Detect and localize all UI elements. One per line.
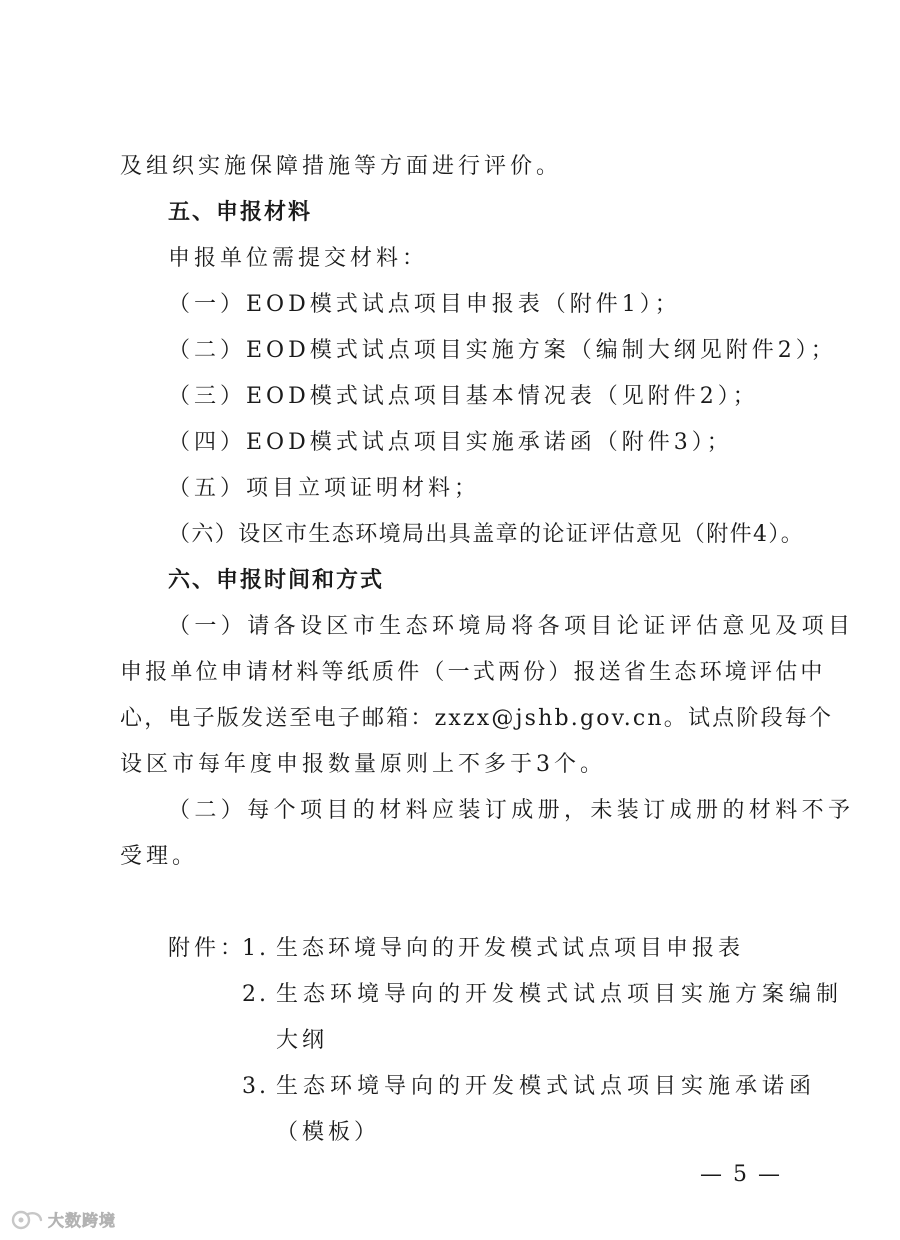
attachment-1-number: 1. xyxy=(242,936,269,961)
paragraph-line-3: （一）请各设区市生态环境局将各项目论证评估意见及项目 xyxy=(168,614,855,639)
paragraph-line-2: 申报单位需提交材料： xyxy=(168,246,429,271)
watermark-text: 大数跨境 xyxy=(48,1210,117,1230)
list-item-3: （三）EOD模式试点项目基本情况表（见附件2）； xyxy=(168,384,759,409)
paragraph-line-5: 心，电子版发送至电子邮箱：zxzx@jshb.gov.cn。试点阶段每个 xyxy=(120,706,834,731)
paragraph-line-4: 申报单位申请材料等纸质件（一式两份）报送省生态环境评估中 xyxy=(120,660,826,685)
attachments-label: 附件： xyxy=(168,936,247,961)
section-heading-5: 五、申报材料 xyxy=(168,200,313,225)
attachment-2-title-line-2: 大纲 xyxy=(276,1028,329,1053)
attachment-3-title-line-2: （模板） xyxy=(276,1120,381,1145)
paragraph-line-6: 设区市每年度申报数量原则上不多于3个。 xyxy=(120,752,606,777)
attachment-2-number: 2. xyxy=(242,982,269,1007)
attachment-1-title: 生态环境导向的开发模式试点项目申报表 xyxy=(276,936,745,961)
attachment-3-number: 3. xyxy=(242,1074,269,1099)
list-item-6: （六）设区市生态环境局出具盖章的论证评估意见（附件4）。 xyxy=(168,522,805,547)
attachment-3-title-line-1: 生态环境导向的开发模式试点项目实施承诺函 xyxy=(276,1074,817,1099)
watermark xyxy=(10,1204,116,1234)
paragraph-line-8: 受理。 xyxy=(120,844,199,869)
watermark-logo-icon xyxy=(10,1206,44,1232)
page-number: — 5 — xyxy=(700,1162,782,1187)
section-heading-6: 六、申报时间和方式 xyxy=(168,568,385,593)
list-item-2: （二）EOD模式试点项目实施方案（编制大纲见附件2）； xyxy=(168,338,837,363)
list-item-1: （一）EOD模式试点项目申报表（附件1）； xyxy=(168,292,681,317)
paragraph-line-7: （二）每个项目的材料应装订成册，未装订成册的材料不予 xyxy=(168,798,855,823)
list-item-5: （五）项目立项证明材料； xyxy=(168,476,481,501)
list-item-4: （四）EOD模式试点项目实施承诺函（附件3）； xyxy=(168,430,733,455)
attachment-2-title-line-1: 生态环境导向的开发模式试点项目实施方案编制 xyxy=(276,982,844,1007)
paragraph-line-1: 及组织实施保障措施等方面进行评价。 xyxy=(120,154,563,179)
